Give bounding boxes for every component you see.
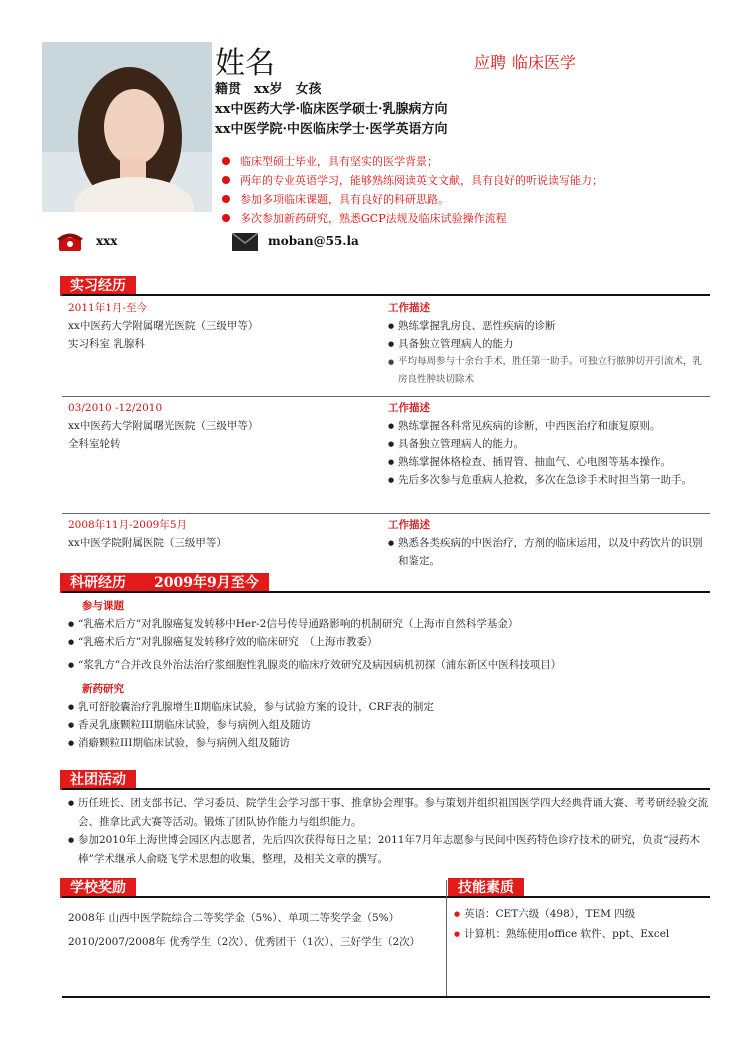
- desc-item: ● 先后多次参与危重病人抢救，多次在急诊手术时担当第一助手。: [388, 471, 708, 489]
- research-subtitle: 新药研究: [82, 683, 124, 695]
- entry-org: xx中医药大学附属曙光医院（三级甲等）: [68, 320, 259, 332]
- apply-position: [468, 50, 576, 73]
- profile-photo: [42, 42, 212, 212]
- entry-date: 2011年1月-至今: [68, 302, 147, 314]
- entry-date: 2008年11月-2009年5月: [68, 519, 188, 531]
- section-rule: [62, 591, 710, 593]
- info-line-3: xx中医学院·中医临床学士·医学英语方向: [215, 122, 448, 137]
- highlight-item: 临床型硕士毕业，具有坚实的医学背景；: [222, 152, 603, 171]
- internship-desc-3: [388, 516, 708, 570]
- entry-dept: 全科室轮转: [68, 438, 121, 450]
- internship-entry-3: [68, 516, 368, 552]
- entry-dept: 实习科室 乳腺科: [68, 338, 145, 350]
- research-list: [68, 597, 708, 752]
- internship-entry-2: [68, 399, 368, 453]
- section-rule: [62, 896, 710, 898]
- awards-list: [68, 906, 438, 954]
- skills-list: [454, 904, 710, 944]
- desc-item: ● 熟练掌握乳房良、恶性疾病的诊断: [388, 317, 708, 335]
- internship-desc-2: [388, 399, 708, 489]
- apply-value: 临床医学: [512, 53, 577, 72]
- drug-item: ● 消癖颗粒III期临床试验，参与病例入组及随访: [68, 734, 708, 752]
- research-topic: ● “乳癌术后方”对乳腺癌复发转移疗效的临床研究 （上海市教委）: [68, 633, 708, 651]
- desc-title: 工作描述: [388, 302, 430, 314]
- bottom-rule: [62, 996, 710, 998]
- section-research: 科研经历 2009年9月至今: [60, 573, 269, 593]
- desc-item: ● 熟悉各类疾病的中医治疗，方剂的临床运用，以及中药饮片的识别和鉴定。: [388, 534, 708, 570]
- skill-item: ● 计算机：熟练使用office 软件、ppt、Excel: [454, 924, 710, 944]
- info-line-1: 籍贯 xx岁 女孩: [215, 82, 322, 97]
- club-list: [68, 794, 708, 868]
- desc-item: ● 具备独立管理病人的能力。: [388, 435, 708, 453]
- highlight-item: 多次参加新药研究，熟悉GCP法规及临床试验操作流程: [222, 209, 603, 228]
- award-item: 2010/2007/2008年 优秀学生（2次）、优秀团干（1次）、三好学生（2次）: [68, 936, 421, 948]
- drug-item: ● 香灵乳康颗粒III期临床试验，参与病例入组及随访: [68, 716, 708, 734]
- drug-item: ● 乳可舒胶囊治疗乳腺增生Ⅱ期临床试验，参与试验方案的设计，CRF表的制定: [68, 698, 708, 716]
- phone-icon: [56, 230, 84, 256]
- section-rule: [62, 788, 710, 790]
- research-topic: ● “浆乳方”合并改良外治法治疗浆细胞性乳腺炎的临床疗效研究及病因病机初探（浦东新区中医科技项目）: [68, 656, 708, 674]
- section-internship: 实习经历: [60, 276, 136, 296]
- desc-title: 工作描述: [388, 402, 430, 414]
- entry-date: 03/2010 -12/2010: [68, 402, 163, 414]
- section-rule: [62, 294, 710, 296]
- info-line-2: xx中医药大学·临床医学硕士·乳腺病方向: [215, 102, 448, 117]
- entry-org: xx中医药大学附属曙光医院（三级甲等）: [68, 420, 259, 432]
- club-item: ● 历任班长、团支部书记、学习委员、院学生会学习部干事、推拿协会理事。参与策划并组织祖国医学四大经典背诵大赛、考考研经验交流会、推拿比武大赛等活动。锻炼了团队协作能力与组织能力。: [68, 794, 708, 831]
- desc-title: 工作描述: [388, 519, 430, 531]
- desc-item: ● 具备独立管理病人的能力: [388, 335, 708, 353]
- highlight-item: 两年的专业英语学习，能够熟练阅读英文文献，具有良好的听说读写能力；: [222, 171, 603, 190]
- column-divider: [446, 880, 447, 996]
- skill-item: ● 英语：CET六级（498），TEM 四级: [454, 904, 710, 924]
- desc-item: ● 平均每周参与十余台手术，胜任第一助手。可独立行脓肿切开引流术，乳房良性肿块切除术: [388, 353, 708, 389]
- divider: [62, 396, 710, 397]
- club-item: ● 参加2010年上海世博会园区内志愿者，先后四次获得每日之星；2011年7月年志愿参与民间中医药特色诊疗技术的研究，负责“浸药木棒”学术继承人俞晓飞学术思想的收集，整理，及相关文章的撰写。: [68, 831, 708, 868]
- section-skills: 技能素质: [448, 878, 524, 898]
- highlights-list: [222, 152, 603, 228]
- research-topic: ● “乳癌术后方”对乳腺癌复发转移中Her-2信号传导通路影响的机制研究（上海市自然科学基金）: [68, 615, 708, 633]
- desc-item: ● 熟练掌握体格检查、插胃管、抽血气、心电图等基本操作。: [388, 453, 708, 471]
- highlight-item: 参加多项临床课题，具有良好的科研思路。: [222, 190, 603, 209]
- section-awards: 学校奖励: [60, 878, 136, 898]
- desc-item: ● 熟练掌握各科常见疾病的诊断，中西医治疗和康复原则。: [388, 417, 708, 435]
- section-club: 社团活动: [60, 770, 136, 790]
- apply-label: 应聘: [474, 53, 507, 72]
- internship-entry-1: [68, 299, 368, 353]
- email-address: moban@55.la: [268, 234, 359, 248]
- award-item: 2008年 山西中医学院综合二等奖学金（5%）、单项二等奖学金（5%）: [68, 912, 400, 924]
- entry-org: xx中医学院附属医院（三级甲等）: [68, 537, 227, 549]
- internship-desc-1: [388, 299, 708, 389]
- divider: [62, 513, 710, 514]
- candidate-name: 姓名: [215, 46, 275, 81]
- research-subtitle: 参与课题: [82, 600, 124, 612]
- email-icon: [232, 233, 258, 255]
- phone-number: xxx: [96, 234, 118, 248]
